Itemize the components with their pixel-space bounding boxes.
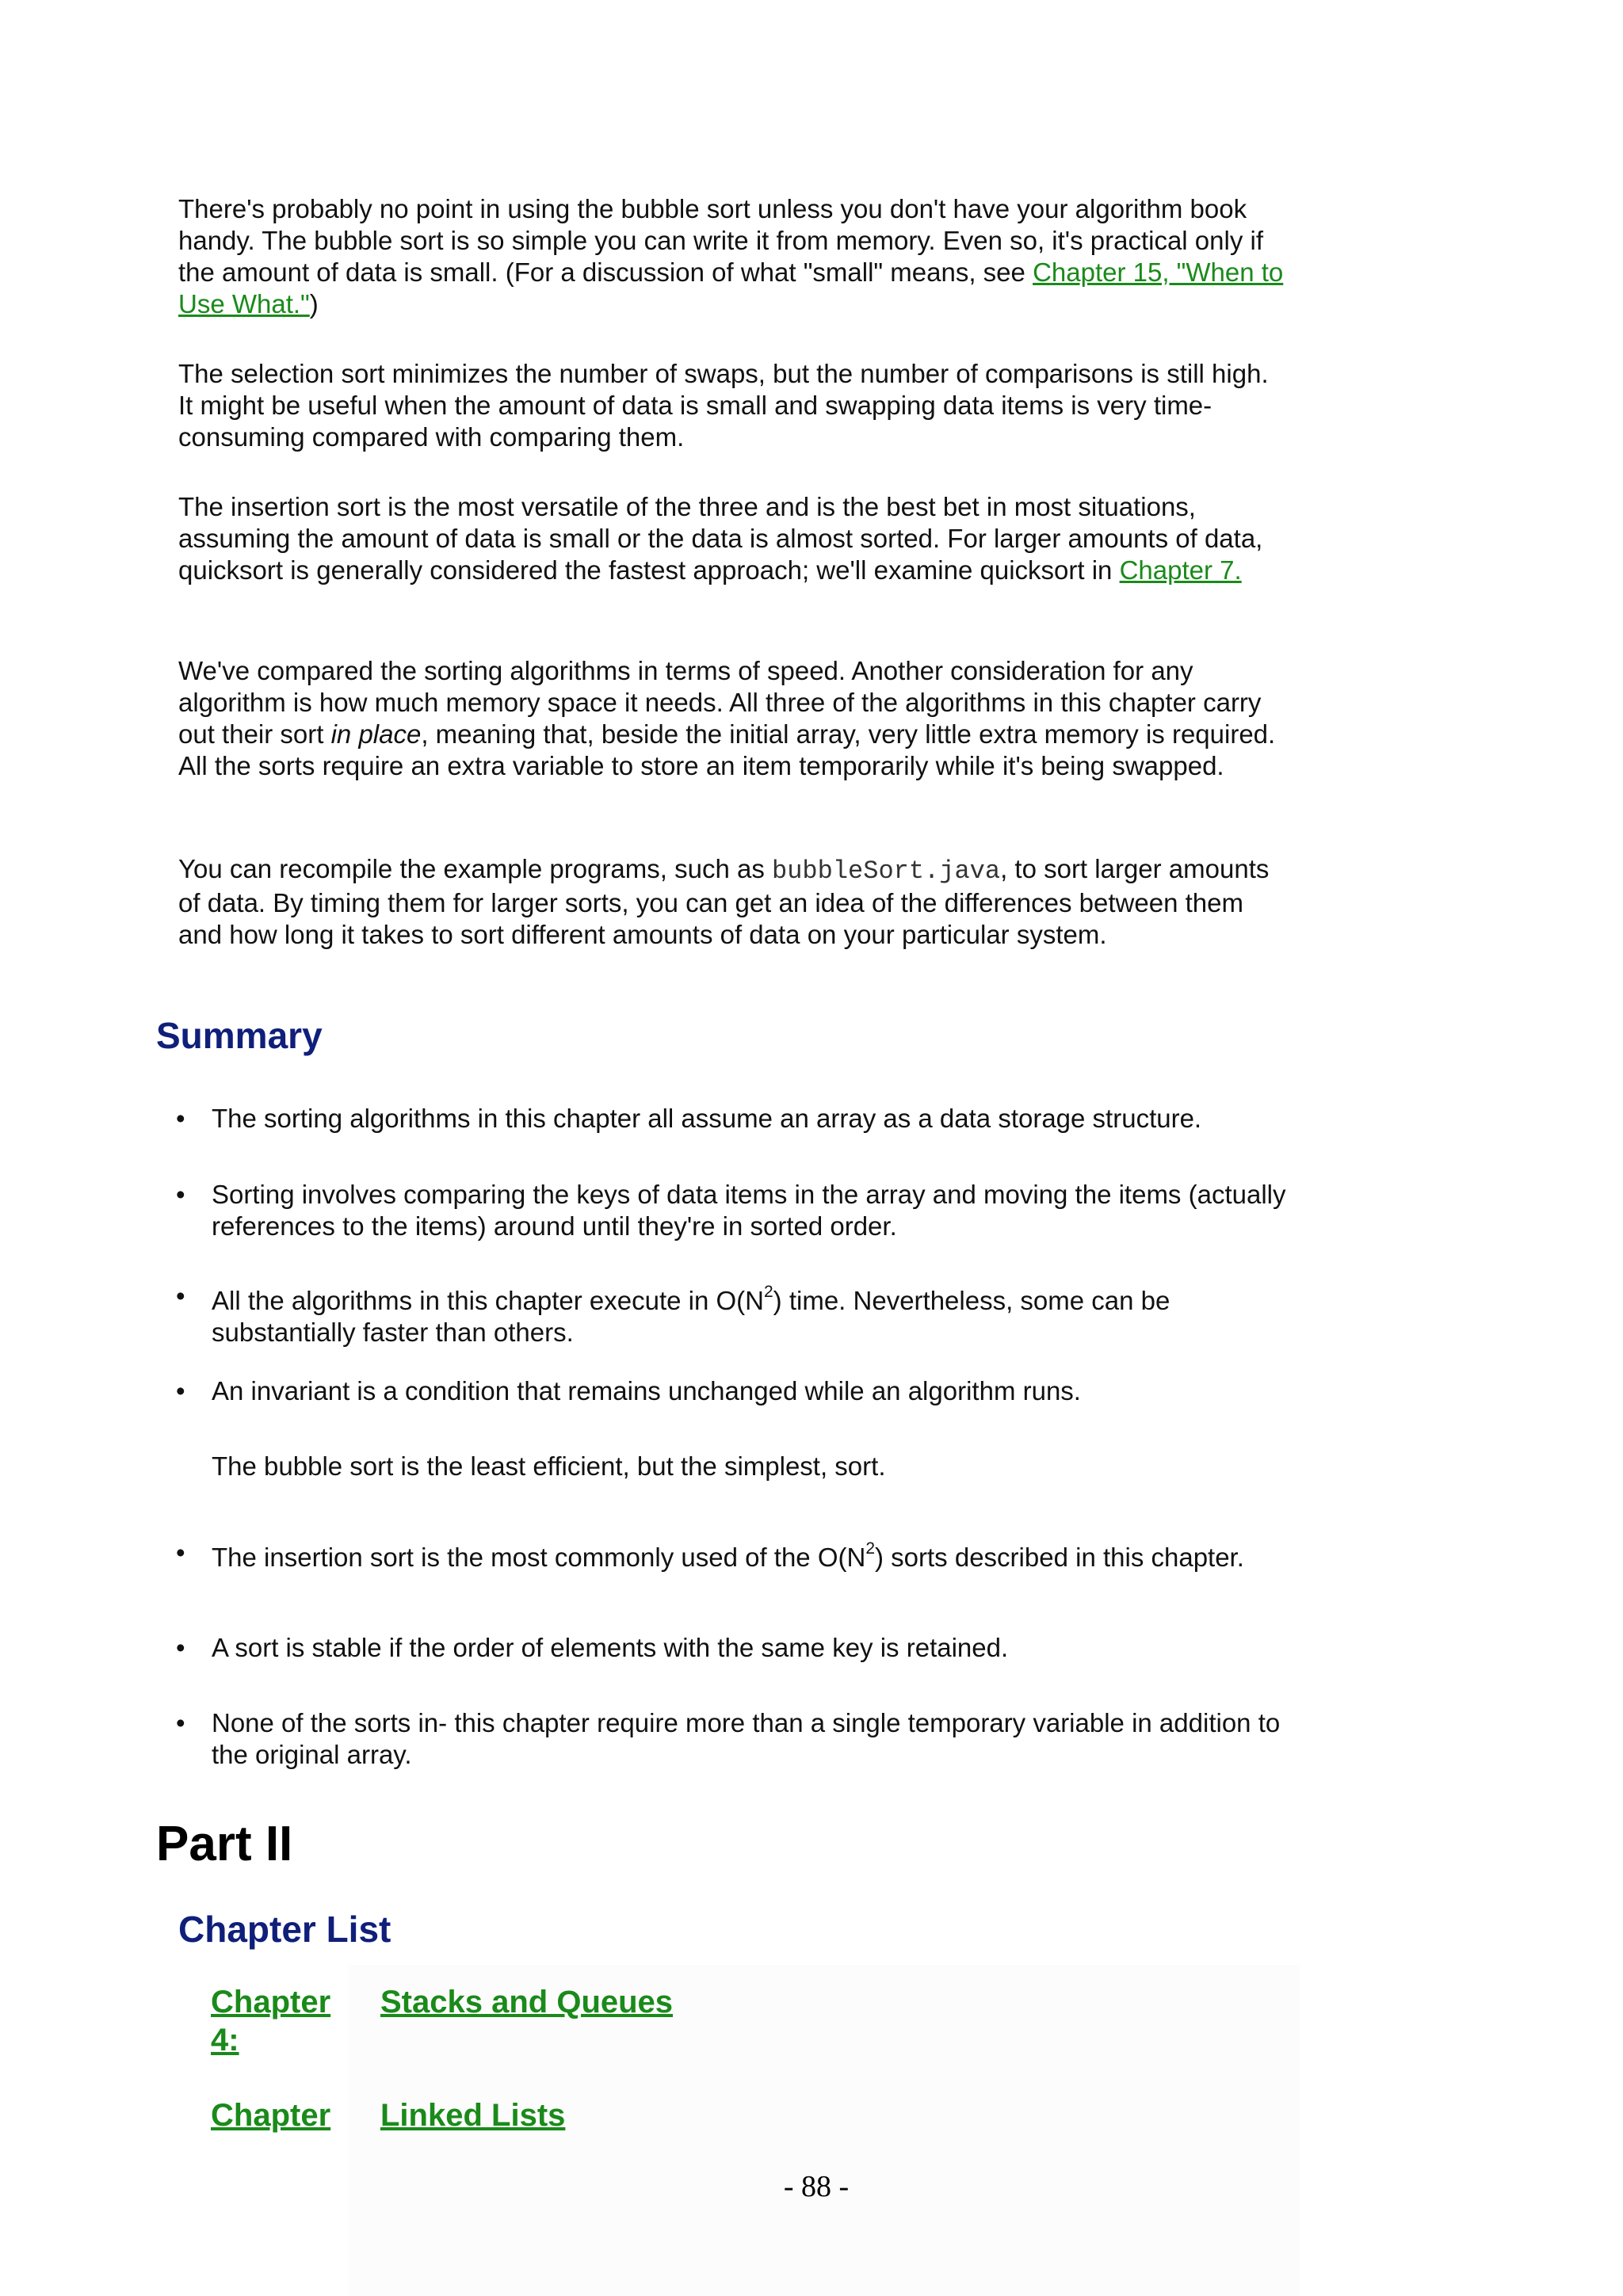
paragraph-memory (178, 655, 1288, 782)
summary-item-text: None of the sorts in- this chapter require more than a single temporary variable in addition to the original array. (212, 1708, 1281, 1769)
superscript: 2 (763, 1283, 773, 1301)
summary-item-text: The bubble sort is the least efficient, but the simplest, sort. (212, 1451, 886, 1481)
summary-item-text: A sort is stable if the order of elements with the same key is retained. (212, 1633, 1009, 1662)
paragraph-text: , meaning that, beside the initial array, very little extra memory is required. All the sorts require an extra variable to store an item temporarily while it's being swapped. (178, 719, 1276, 780)
bullet-icon: • (176, 1180, 185, 1209)
paragraph-text: You can recompile the example programs, such as (178, 854, 773, 883)
paragraph-text: There's probably no point in using the bubble sort unless you don't have your algorithm book handy. The bubble sort is so simple you can write it from memory. Even so, it's practical only if the amount of data is small. (For a discussion of what "small" means, see (178, 194, 1264, 287)
code-bubblesort-java: bubbleSort.java (772, 856, 1001, 886)
summary-item-text-part: The insertion sort is the most commonly used of the O(N (212, 1543, 866, 1572)
paragraph-text: The insertion sort is the most versatile of the three and is the best bet in most situations, assuming the amount of data is small or the data is almost sorted. For larger amounts of data, quicksort is generally considered the fastest approach; we'll examine quicksort in (178, 492, 1263, 585)
bullet-icon: • (176, 1376, 185, 1405)
chapter-5-label-link[interactable]: Chapter (211, 2098, 331, 2133)
summary-item-text: Sorting involves comparing the keys of data items in the array and moving the items (actually references to the items) around until they're in sorted order. (212, 1180, 1286, 1241)
chapter-4-title-link[interactable]: Stacks and Queues (380, 1985, 674, 2019)
paragraph-text: ) (309, 289, 319, 318)
chapter-4-number-link[interactable]: 4: (211, 2023, 239, 2058)
paragraph-insertion-sort (178, 491, 1288, 586)
summary-item-text: The sorting algorithms in this chapter all assume an array as a data storage structure. (212, 1104, 1202, 1133)
bullet-icon: • (176, 1633, 185, 1662)
part-title: Part II (156, 1817, 293, 1871)
summary-item-text (212, 1539, 1297, 1573)
chapter-5-title-link[interactable]: Linked Lists (380, 2098, 566, 2133)
emphasis-in-place: in place (330, 719, 422, 749)
paragraph-bubble-sort (178, 193, 1288, 320)
summary-heading: Summary (156, 1015, 323, 1056)
summary-item-text-part: ) time. Nevertheless, some can be substantially faster than others. (212, 1286, 1170, 1347)
paragraph-selection-sort: The selection sort minimizes the number of swaps, but the number of comparisons is still high. It might be useful when the amount of data is small and swapping data items is very time-consuming compared with comparing them. (178, 359, 1269, 452)
paragraph-text: We've compared the sorting algorithms in terms of speed. Another consideration for any algorithm is how much memory space it needs. All three of the algorithms in this chapter carry out their sort (178, 656, 1262, 749)
bullet-icon: • (176, 1104, 185, 1133)
superscript: 2 (865, 1539, 876, 1558)
chapter-4-label-link[interactable]: Chapter (211, 1985, 331, 2019)
summary-item-text: An invariant is a condition that remains unchanged while an algorithm runs. (212, 1376, 1081, 1405)
chapter-7-link[interactable]: Chapter 7. (1119, 555, 1242, 585)
paragraph-recompile (178, 853, 1288, 951)
summary-item-text-part: All the algorithms in this chapter execute in O(N (212, 1286, 764, 1315)
chapter-15-link[interactable]: Chapter 15, "When to Use What." (178, 257, 1284, 318)
bullet-icon: • (176, 1708, 185, 1737)
paragraph-text: , to sort larger amounts of data. By timing them for larger sorts, you can get an idea of the differences between them and how long it takes to sort different amounts of data on your particular system. (178, 854, 1270, 949)
summary-item-text (212, 1285, 1297, 1348)
summary-item-text-part: ) sorts described in this chapter. (875, 1543, 1244, 1572)
chapter-list-heading: Chapter List (178, 1909, 391, 1950)
bullet-icon: • (176, 1538, 185, 1567)
bullet-icon: • (176, 1281, 185, 1310)
page-number: - 88 - (783, 2170, 850, 2203)
